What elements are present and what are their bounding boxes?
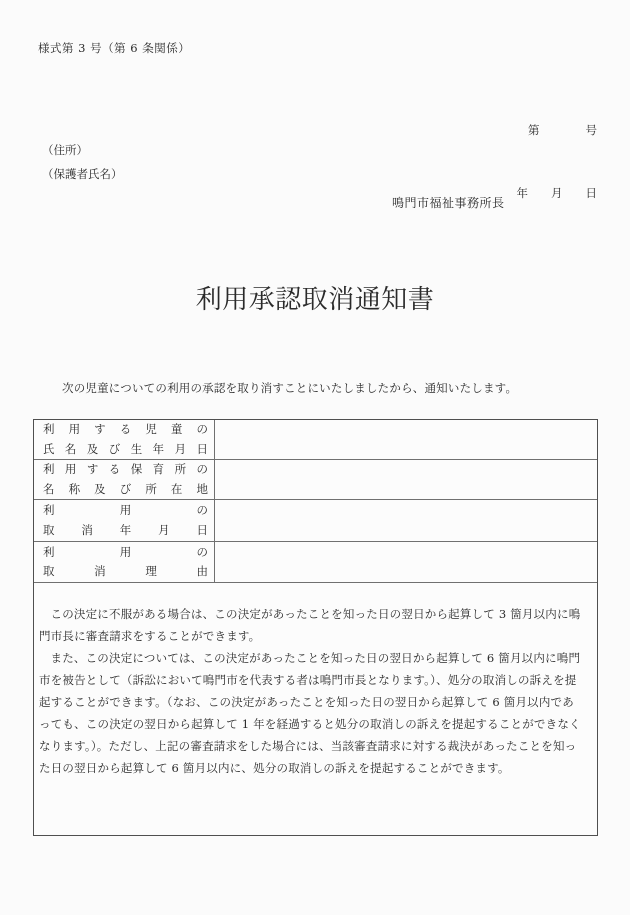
- appeal-notice-paragraph: また、この決定については、この決定があったことを知った日の翌日から起算して 6 箇月以内に鳴門市を被告として（訴訟において鳴門市を代表する者は鳴門市長となります。）、処分の取消しの訴えを提起することができます。（なお、この決定があったことを知った日の翌日から起算して 6 箇月以内であっても、この決定の翌日から起算して 1 年を経過すると処分の取消しの訴えを提起することができなくなります。）。ただし、上記の審査請求をした場合には、当該審査請求に対する裁決があったことを知った日の翌日から起算して 6 箇月以内に、処分の取消しの訴えを提起することができます。: [39, 651, 581, 775]
- row-label-cancellation-date: [34, 500, 215, 542]
- row-label-line: 取消年月日: [43, 522, 208, 537]
- row-value-nursery-name-location: [215, 460, 597, 500]
- intro-text: 次の児童についての利用の承認を取り消すことにいたしましたから、通知いたします。: [62, 381, 518, 395]
- sender-title: 鳴門市福祉事務所長: [392, 196, 505, 210]
- document-title: 利用承認取消通知書: [195, 285, 435, 315]
- document-number-line: 第 号: [528, 123, 597, 137]
- appeal-notice-paragraph: この決定に不服がある場合は、この決定があったことを知った日の翌日から起算して 3 箇月以内に鳴門市長に審査請求をすることができます。: [39, 607, 581, 643]
- row-value-cancellation-date: [215, 500, 597, 542]
- recipient-block: [42, 139, 123, 186]
- appeal-notice: [34, 583, 597, 835]
- row-label-line: 取消理由: [43, 564, 208, 578]
- row-value-cancellation-reason: [215, 542, 597, 583]
- form-table: [33, 419, 598, 836]
- issue-date-line: 年 月 日: [516, 186, 597, 200]
- document-number-block: [517, 78, 598, 246]
- form-code: 様式第 3 号（第 6 条関係）: [38, 41, 191, 55]
- recipient-guardian-label: （保護者氏名）: [42, 166, 123, 181]
- row-label-line: 利用する保育所の: [43, 462, 208, 476]
- row-label-child-name-birthdate: [34, 420, 215, 460]
- row-label-line: 利用の: [43, 503, 208, 517]
- recipient-address-label: （住所）: [42, 143, 88, 157]
- row-label-cancellation-reason: [34, 542, 215, 583]
- row-value-child-name-birthdate: [215, 420, 597, 460]
- row-label-line: 氏名及び生年月日: [43, 441, 208, 456]
- row-label-line: 名称及び所在地: [43, 481, 208, 496]
- row-label-line: 利用の: [43, 544, 208, 559]
- row-label-line: 利用する児童の: [43, 422, 208, 436]
- row-label-nursery-name-location: [34, 460, 215, 500]
